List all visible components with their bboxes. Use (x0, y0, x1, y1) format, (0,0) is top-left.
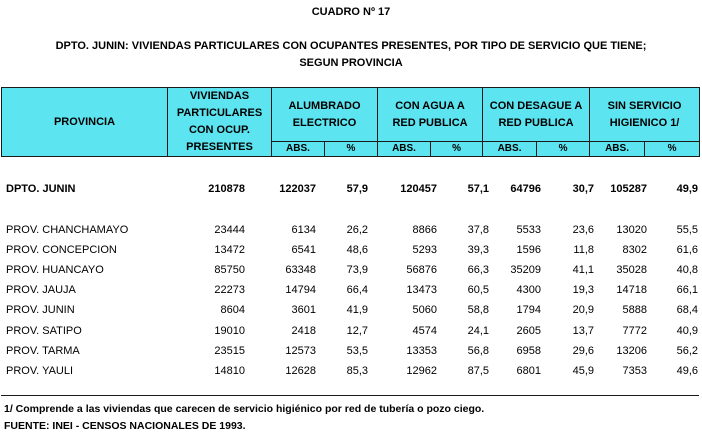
cell-value: 13472 (214, 244, 245, 256)
table-row (0, 284, 702, 300)
cell-value: 40,8 (676, 264, 698, 276)
cell-value: 57,9 (346, 183, 368, 195)
table-subtitle: SEGUN PROVINCIA (299, 57, 403, 69)
cell-value: 6134 (291, 224, 316, 236)
cell-value: 3601 (291, 304, 316, 316)
header-agua (378, 88, 483, 142)
cell-value: 85750 (214, 264, 245, 276)
header-viviendas-line: PRESENTES (186, 141, 253, 153)
cell-value: 4574 (412, 325, 437, 337)
header-sin-servicio-line: SIN SERVICIO (607, 99, 682, 112)
table-row (0, 264, 702, 280)
table-row (0, 325, 702, 341)
header-pct: % (325, 142, 378, 157)
cell-value: 35209 (510, 264, 541, 276)
header-sin-servicio-line: HIGIENICO 1/ (609, 116, 680, 129)
source-note: FUENTE: INEI - CENSOS NACIONALES DE 1993. (4, 420, 246, 432)
header-abs: ABS. (272, 142, 325, 157)
cell-value: 23515 (214, 345, 245, 357)
table-row (0, 244, 702, 260)
table-header (1, 87, 700, 157)
cell-value: 14718 (616, 284, 647, 296)
cell-value: 6541 (291, 244, 316, 256)
cell-value: 120457 (400, 183, 437, 195)
table-row (0, 224, 702, 240)
table-bottom-rule (1, 395, 699, 396)
cell-value: 11,8 (573, 244, 594, 256)
cell-value: 210878 (208, 183, 245, 195)
cell-value: 6958 (516, 345, 541, 357)
table-row-total (0, 183, 702, 199)
header-pct: % (645, 142, 700, 157)
header-alumbrado-line: ELECTRICO (292, 116, 357, 129)
header-desague-line: CON DESAGUE A (489, 99, 583, 112)
cell-value: 66,3 (467, 264, 489, 276)
row-name: PROV. JAUJA (6, 284, 76, 296)
cell-value: 2605 (516, 325, 541, 337)
cell-value: 35028 (616, 264, 647, 276)
cell-value: 8604 (220, 304, 245, 316)
cell-value: 48,6 (346, 244, 368, 256)
cell-value: 5533 (516, 224, 541, 236)
cell-value: 58,8 (467, 304, 489, 316)
header-agua-line: RED PUBLICA (392, 116, 468, 129)
cell-value: 57,1 (467, 183, 489, 195)
header-desague-line: RED PUBLICA (498, 116, 574, 129)
cell-value: 41,1 (572, 264, 594, 276)
cell-value: 12,7 (346, 325, 368, 337)
row-name: PROV. YAULI (6, 365, 74, 377)
header-agua-line: CON AGUA A (395, 99, 465, 112)
cell-value: 45,9 (572, 365, 594, 377)
cell-value: 24,1 (467, 325, 489, 337)
cell-value: 56876 (406, 264, 437, 276)
cell-value: 85,3 (346, 365, 368, 377)
cell-value: 14810 (214, 365, 245, 377)
cell-value: 64796 (510, 183, 541, 195)
header-alumbrado-line: ALUMBRADO (288, 99, 361, 112)
cell-value: 19010 (214, 325, 245, 337)
cell-value: 56,2 (676, 345, 698, 357)
table-row (0, 345, 702, 361)
cell-value: 19,3 (572, 284, 594, 296)
cell-value: 41,9 (346, 304, 368, 316)
header-pct: % (537, 142, 590, 157)
row-name: PROV. SATIPO (6, 325, 82, 337)
header-sin-servicio (590, 88, 700, 142)
row-name: PROV. TARMA (6, 345, 80, 357)
cell-value: 20,9 (572, 304, 594, 316)
cell-value: 7353 (622, 365, 647, 377)
cell-value: 39,3 (467, 244, 489, 256)
header-viviendas (168, 88, 272, 157)
cell-value: 63348 (285, 264, 316, 276)
cell-value: 122037 (279, 183, 316, 195)
cell-value: 14794 (285, 284, 316, 296)
table-title: DPTO. JUNIN: VIVIENDAS PARTICULARES CON OCUPANTES PRESENTES, POR TIPO DE SERVICIO QUE TIENE; (55, 40, 647, 52)
cell-value: 13473 (406, 284, 437, 296)
header-provincia: PROVINCIA (2, 88, 168, 157)
row-name: PROV. HUANCAYO (6, 264, 104, 276)
cell-value: 13353 (406, 345, 437, 357)
cell-value: 66,4 (346, 284, 368, 296)
cell-value: 6801 (516, 365, 541, 377)
cell-value: 23,6 (572, 224, 594, 236)
table-row (0, 365, 702, 381)
cell-value: 5293 (412, 244, 437, 256)
row-name: PROV. CHANCHAMAYO (6, 224, 129, 236)
table-row (0, 304, 702, 320)
cell-value: 40,9 (676, 325, 698, 337)
header-pct: % (431, 142, 483, 157)
cell-value: 23444 (214, 224, 245, 236)
header-abs: ABS. (590, 142, 645, 157)
cell-value: 12962 (406, 365, 437, 377)
header-viviendas-line: VIVIENDAS (189, 90, 250, 102)
cell-value: 4300 (516, 284, 541, 296)
cell-value: 53,5 (346, 345, 368, 357)
cell-value: 56,8 (467, 345, 489, 357)
cell-value: 55,5 (676, 224, 698, 236)
cell-value: 49,9 (676, 183, 698, 195)
cell-value: 2418 (291, 325, 316, 337)
row-name: PROV. JUNIN (6, 304, 75, 316)
cell-value: 73,9 (346, 264, 368, 276)
header-desague (483, 88, 590, 142)
cell-value: 22273 (214, 284, 245, 296)
cell-value: 61,6 (676, 244, 698, 256)
cell-value: 7772 (622, 325, 647, 337)
cell-value: 5888 (622, 304, 647, 316)
cell-value: 13020 (616, 224, 647, 236)
cell-value: 8866 (412, 224, 437, 236)
cell-value: 49,6 (676, 365, 698, 377)
header-abs: ABS. (483, 142, 537, 157)
table-number: CUADRO Nº 17 (311, 6, 391, 18)
row-name: PROV. CONCEPCION (6, 244, 117, 256)
cell-value: 60,5 (467, 284, 489, 296)
header-alumbrado (272, 88, 378, 142)
cell-value: 13206 (616, 345, 647, 357)
cell-value: 68,4 (676, 304, 698, 316)
cell-value: 29,6 (572, 345, 594, 357)
cell-value: 30,7 (572, 183, 594, 195)
cell-value: 37,8 (467, 224, 489, 236)
footnote: 1/ Comprende a las viviendas que carecen de servicio higiénico por red de tubería o pozo ciego. (4, 403, 485, 415)
header-viviendas-line: CON OCUP. (189, 124, 250, 136)
cell-value: 1596 (516, 244, 541, 256)
cell-value: 8302 (622, 244, 647, 256)
cell-value: 12573 (285, 345, 316, 357)
cell-value: 1794 (516, 304, 541, 316)
cell-value: 13,7 (572, 325, 594, 337)
header-viviendas-line: PARTICULARES (176, 107, 263, 119)
header-abs: ABS. (378, 142, 431, 157)
cell-value: 12628 (285, 365, 316, 377)
cell-value: 5060 (412, 304, 437, 316)
cell-value: 66,1 (676, 284, 698, 296)
cell-value: 87,5 (467, 365, 489, 377)
row-name: DPTO. JUNIN (6, 183, 76, 195)
cell-value: 26,2 (346, 224, 368, 236)
cell-value: 105287 (610, 183, 647, 195)
